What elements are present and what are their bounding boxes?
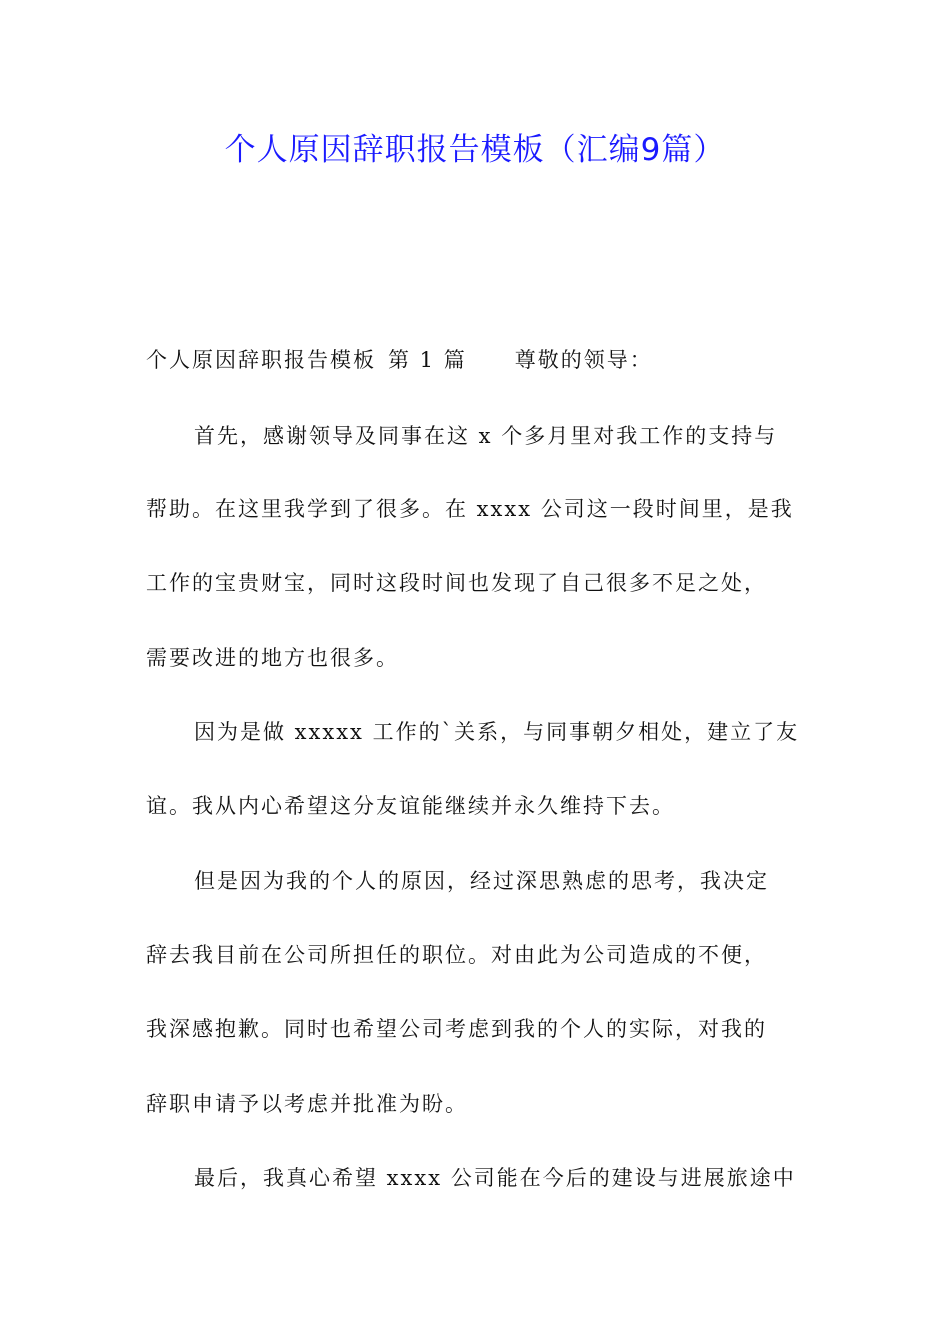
- paragraph-line: 但是因为我的个人的原因，经过深思熟虑的思考，我决定: [194, 869, 769, 893]
- section-heading: 个人原因辞职报告模板: [146, 348, 376, 372]
- paragraph-line: 需要改进的地方也很多。: [146, 646, 399, 670]
- section-number: 第 1 篇: [388, 348, 467, 372]
- paragraph-line: 谊。我从内心希望这分友谊能继续并永久维持下去。: [146, 794, 675, 818]
- document-title: 个人原因辞职报告模板（汇编9篇）: [224, 132, 726, 168]
- paragraph-line: 我深感抱歉。同时也希望公司考虑到我的个人的实际，对我的: [146, 1017, 767, 1041]
- salutation: 尊敬的领导：: [514, 348, 653, 372]
- section-heading-line: [146, 345, 810, 375]
- paragraph-line: 辞职申请予以考虑并批准为盼。: [146, 1092, 468, 1116]
- paragraph-line: 首先，感谢领导及同事在这 x 个多月里对我工作的支持与: [194, 424, 778, 448]
- paragraph-line: 辞去我目前在公司所担任的职位。对由此为公司造成的不便，: [146, 943, 767, 967]
- paragraph-line: 帮助。在这里我学到了很多。在 xxxx 公司这一段时间里，是我: [146, 497, 794, 521]
- paragraph-line: 工作的宝贵财宝，同时这段时间也发现了自己很多不足之处，: [146, 571, 767, 595]
- paragraph-line: 因为是做 xxxxx 工作的`关系，与同事朝夕相处，建立了友: [194, 720, 800, 744]
- paragraph-line: 最后，我真心希望 xxxx 公司能在今后的建设与进展旅途中: [194, 1166, 796, 1190]
